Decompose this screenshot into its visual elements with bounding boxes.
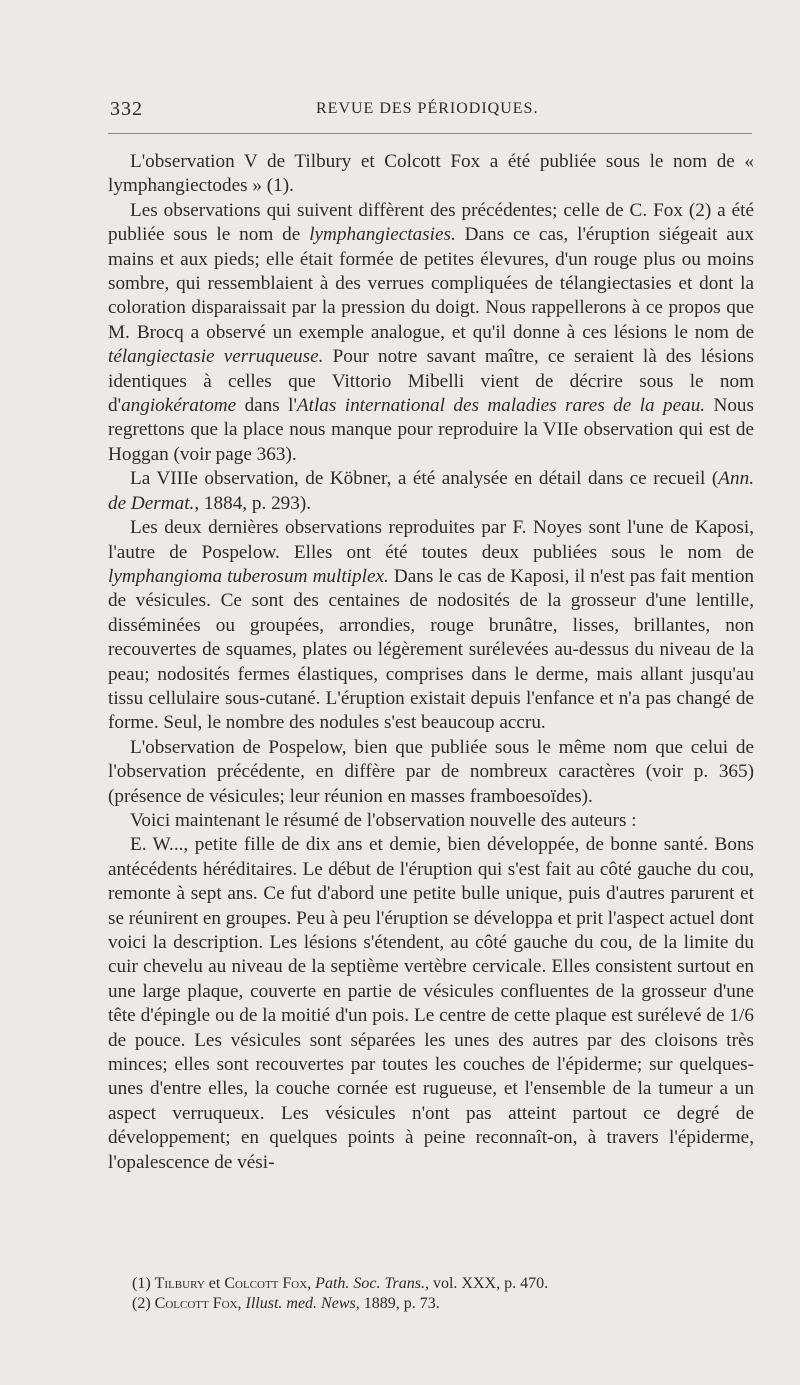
italic-text: lymphangioma tuberosum multiplex. bbox=[108, 565, 389, 587]
text-run: Nous regrettons que la place nous manque pour reproduire la VIIe observation qui est de Hoggan (voir page 363). bbox=[108, 395, 754, 465]
page-header bbox=[110, 98, 750, 122]
text-run: L'observation V de Tilbury et Colcott Fox a été publiée sous le nom de « lymphangiectodes » (1). bbox=[108, 151, 754, 197]
text-run: , vol. XXX, p. 470. bbox=[424, 1275, 549, 1292]
text-run: Voici maintenant le résumé de l'observation nouvelle des auteurs : bbox=[130, 809, 637, 831]
author-name: Tilbury bbox=[154, 1275, 205, 1292]
italic-text: lymphangiectasies. bbox=[309, 224, 456, 246]
header-rule bbox=[108, 133, 752, 134]
italic-text: Path. Soc. Trans. bbox=[315, 1275, 425, 1292]
page-number: 332 bbox=[110, 98, 143, 120]
footnote-2 bbox=[108, 1294, 754, 1314]
paragraph-3 bbox=[108, 467, 754, 516]
text-run: La VIIIe observation, de Köbner, a été analysée en détail dans ce recueil ( bbox=[130, 468, 719, 490]
text-run: , 1884, p. 293). bbox=[194, 492, 312, 514]
paragraph-1 bbox=[108, 150, 754, 199]
italic-text: Atlas international des maladies rares de la peau. bbox=[296, 395, 706, 417]
text-run: Pour notre savant maître, ce seraient là des lésions identiques à celles que Vittorio Mibelli vient de décrire sous le nom d' bbox=[108, 346, 754, 417]
running-head: REVUE DES PÉRIODIQUES. bbox=[316, 100, 539, 117]
paragraph-6 bbox=[108, 809, 754, 833]
text-run: et bbox=[204, 1275, 225, 1292]
paragraph-4 bbox=[108, 516, 754, 736]
text-run: Dans le cas de Kaposi, il n'est pas fait mention de vésicules. Ce sont des centaines de nodosités de la grosseur d'une lentille, disséminées ou groupées, arrondies, rouge brunâtre, lisses, brillantes, non recouvertes de squames, plates ou légèrement surélevées au-dessus du niveau de la peau; nodosités fermes élastiques, comprises dans le derme, mais allant jusqu'au tissu cellulaire sous-cutané. L'éruption existait depuis l'enfance et n'a pas changé de forme. Seul, le nombre des nodules s'est beaucoup accru. bbox=[108, 565, 755, 734]
text-run: Dans ce cas, l'éruption siégeait aux mains et aux pieds; elle était formée de petites élevures, d'un rouge plus ou moins sombre, qui ressemblaient à des verrues compliquées de télangiectasies et dont la coloration disparaissait par la pression du doigt. Nous rappellerons à ce propos que M. Brocq a observé un exemple analogue, et qu'il donne à ces lésions le nom de bbox=[108, 224, 754, 343]
paragraph-7 bbox=[108, 833, 754, 1175]
paragraph-5 bbox=[108, 736, 754, 809]
paragraph-2 bbox=[108, 199, 754, 467]
italic-text: télangiectasie verruqueuse. bbox=[108, 346, 324, 368]
body-text bbox=[108, 150, 754, 1175]
text-run: E. W..., petite fille de dix ans et demie, bien développée, de bonne santé. Bons antécédents héréditaires. Le début de l'éruption qui s'est fait au côté gauche du cou, remonte à sept ans. Ce fut d'abord une petite bulle unique, puis d'autres parurent et se réunirent en groupes. Peu à peu l'éruption se développa et prit l'aspect actuel dont voici la description. Les lésions s'étendent, au côté gauche du cou, de la limite du cuir chevelu au niveau de la septième vertèbre cervicale. Elles consistent surtout en une large plaque, couverte en partie de vésicules confluentes de la grosseur d'une tête d'épingle ou de la moitié d'un pois. Le centre de cette plaque est surélevé de 1/6 de pouce. Les vésicules sont séparées les unes des autres par des cloisons très minces; elles sont recouvertes par toutes les couches de l'épiderme; sur quelques-unes d'entre elles, la couche cornée est rugueuse, et l'ensemble de la tumeur a un aspect verruqueux. Les vésicules n'ont pas atteint partout ce degré de développement; en quelques points à peine reconnaît-on, à travers l'épiderme, l'opalescence de vési- bbox=[108, 834, 754, 1173]
text-run: Les deux dernières observations reproduites par F. Noyes sont l'une de Kaposi, l'autre de Pospelow. Elles ont été toutes deux publiées sous le nom de bbox=[108, 517, 754, 563]
text-run: (2) bbox=[132, 1295, 155, 1312]
text-run: , 1889, p. 73. bbox=[355, 1295, 440, 1312]
footnotes bbox=[108, 1274, 754, 1314]
italic-text: angiokératome bbox=[121, 395, 237, 417]
text-run: dans l' bbox=[236, 395, 297, 417]
italic-text: Illust. med. News bbox=[245, 1295, 356, 1312]
author-name: Colcott Fox bbox=[224, 1275, 308, 1292]
text-run: (1) bbox=[132, 1275, 155, 1292]
text-run: L'observation de Pospelow, bien que publiée sous le même nom que celui de l'observation précédente, en diffère par de nombreux caractères (voir p. 365) (présence de vésicules; leur réunion en masses framboesoïdes). bbox=[108, 736, 754, 807]
text-run: , bbox=[307, 1275, 316, 1292]
italic-text: Ann. de Dermat. bbox=[108, 468, 754, 514]
footnote-1 bbox=[108, 1274, 754, 1294]
text-run: Les observations qui suivent diffèrent des précédentes; celle de C. Fox (2) a été publiée sous le nom de bbox=[108, 199, 754, 246]
author-name: Colcott Fox bbox=[154, 1295, 238, 1312]
text-run: , bbox=[237, 1295, 246, 1312]
